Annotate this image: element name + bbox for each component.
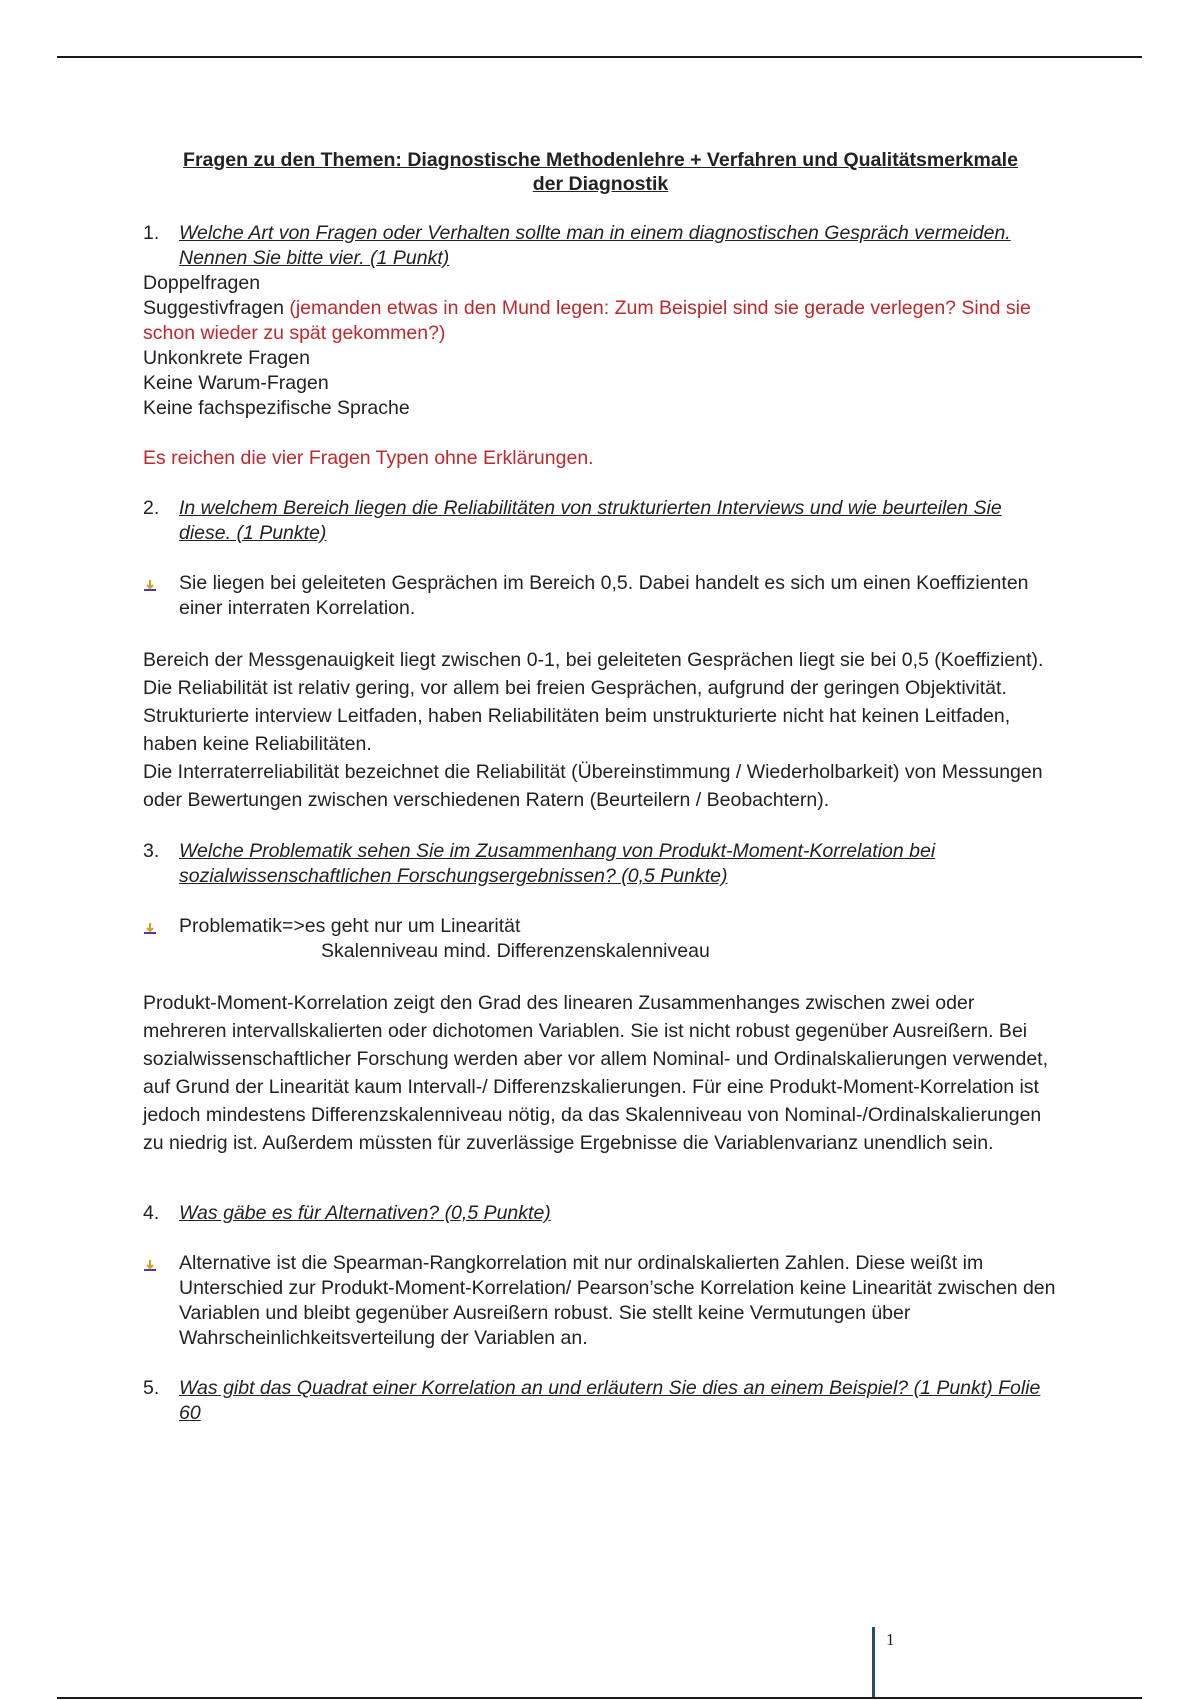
top-rule [57, 56, 1142, 58]
question-text: Was gäbe es für Alternativen? (0,5 Punkte) [179, 1202, 551, 1224]
bottom-rule [57, 1697, 1142, 1699]
bullet-item [143, 914, 1058, 964]
answer-line: Keine fachspezifische Sprache [143, 397, 410, 419]
page-number-bar [872, 1627, 875, 1699]
arrow-bullet-icon [143, 1258, 157, 1272]
paragraph: Strukturierte interview Leitfaden, haben Reliabilitäten beim unstrukturierte nicht hat keinen Leitfaden, haben keine Reliabilitäten. [143, 705, 1011, 755]
paragraph: Produkt-Moment-Korrelation zeigt den Grad des linearen Zusammenhanges zwischen zwei oder mehreren intervallskalierten oder dichotomen Variablen. Sie ist nicht robust gegenüber Ausreißern. Bei sozialwissenschaftlicher Forschung werden aber vor allem Nominal- und Ordinalskalierungen verwendet, auf Grund der Linearität kaum Intervall-/ Differenzskalierungen. Für eine Produkt-Moment-Korrelation ist jedoch mindestens Differenzskalenniveau nötig, da das Skalenniveau von Nominal-/Ordinalskalierungen zu niedrig ist. Außerdem müssten für zuverlässige Ergebnisse die Variablenvarianz unendlich sein. [143, 992, 1049, 1154]
question-number: 1. [143, 222, 160, 244]
bullet-text: Sie liegen bei geleiteten Gesprächen im Bereich 0,5. Dabei handelt es sich um einen Koeffizienten einer interraten Korrelation. [179, 572, 1029, 619]
question-1 [143, 221, 1058, 271]
question-5 [143, 1376, 1058, 1426]
question-4 [143, 1201, 1058, 1226]
remark-text: Es reichen die vier Fragen Typen ohne Erklärungen. [143, 447, 594, 469]
question-3 [143, 839, 1058, 889]
question-2 [143, 496, 1058, 546]
arrow-bullet-icon [143, 578, 157, 592]
question-number: 2. [143, 497, 160, 519]
bullet-item [143, 1251, 1058, 1351]
bullet-item [143, 571, 1058, 621]
arrow-bullet-icon [143, 921, 157, 935]
question-number: 4. [143, 1202, 160, 1224]
paragraph: Die Interraterreliabilität bezeichnet die Reliabilität (Übereinstimmung / Wiederholbarkeit) von Messungen oder Bewertungen zwischen verschiedenen Ratern (Beurteilern / Beobachtern). [143, 761, 1043, 811]
answer-line [143, 296, 1058, 346]
paragraph: Bereich der Messgenauigkeit liegt zwischen 0-1, bei geleiteten Gesprächen liegt sie bei 0,5 (Koeffizient). [143, 649, 1044, 671]
page-title [143, 148, 1058, 196]
question-text: Was gibt das Quadrat einer Korrelation an und erläutern Sie dies an einem Beispiel? (1 Punkt) Folie 60 [179, 1377, 1041, 1424]
question-text: Welche Art von Fragen oder Verhalten sollte man in einem diagnostischen Gespräch vermeiden. Nennen Sie bitte vier. (1 Punkt) [179, 222, 1011, 269]
answer-note: (jemanden etwas in den Mund legen: Zum Beispiel sind sie gerade verlegen? Sind sie schon wieder zu spät gekommen?) [143, 297, 1031, 344]
answer-line: Doppelfragen [143, 272, 261, 294]
question-number: 5. [143, 1377, 160, 1399]
page-number: 1 [886, 1630, 895, 1649]
question-text: In welchem Bereich liegen die Reliabilitäten von strukturierten Interviews und wie beurteilen Sie diese. (1 Punkte) [179, 497, 1002, 544]
bullet-text: Alternative ist die Spearman-Rangkorrelation mit nur ordinalskalierten Zahlen. Diese weißt im Unterschied zur Produkt-Moment-Korrelation/ Pearson’sche Korrelation keine Linearität zwischen den Variablen und bleibt gegenüber Ausreißern robust. Sie stellt keine Vermutungen über Wahrscheinlichkeitsverteilung der Variablen an. [179, 1252, 1056, 1349]
bullet-text: Problematik=>es geht nur um Linearität [179, 915, 521, 937]
question-text: Welche Problematik sehen Sie im Zusammenhang von Produkt-Moment-Korrelation bei sozialwissenschaftlichen Forschungsergebnissen? (0,5 Punkte) [179, 840, 936, 887]
question-number: 3. [143, 840, 160, 862]
answer-term: Suggestivfragen [143, 297, 284, 319]
answer-line: Unkonkrete Fragen [143, 347, 310, 369]
title-line-1: Fragen zu den Themen: Diagnostische Methodenlehre + Verfahren und Qualitätsmerkmale [183, 149, 1018, 171]
paragraph: Die Reliabilität ist relativ gering, vor allem bei freien Gesprächen, aufgrund der geringen Objektivität. [143, 677, 1007, 699]
document-body [143, 148, 1058, 1426]
bullet-subtext: Skalenniveau mind. Differenzenskalenniveau [321, 940, 710, 962]
title-line-2: der Diagnostik [532, 173, 669, 195]
answer-line: Keine Warum-Fragen [143, 372, 329, 394]
